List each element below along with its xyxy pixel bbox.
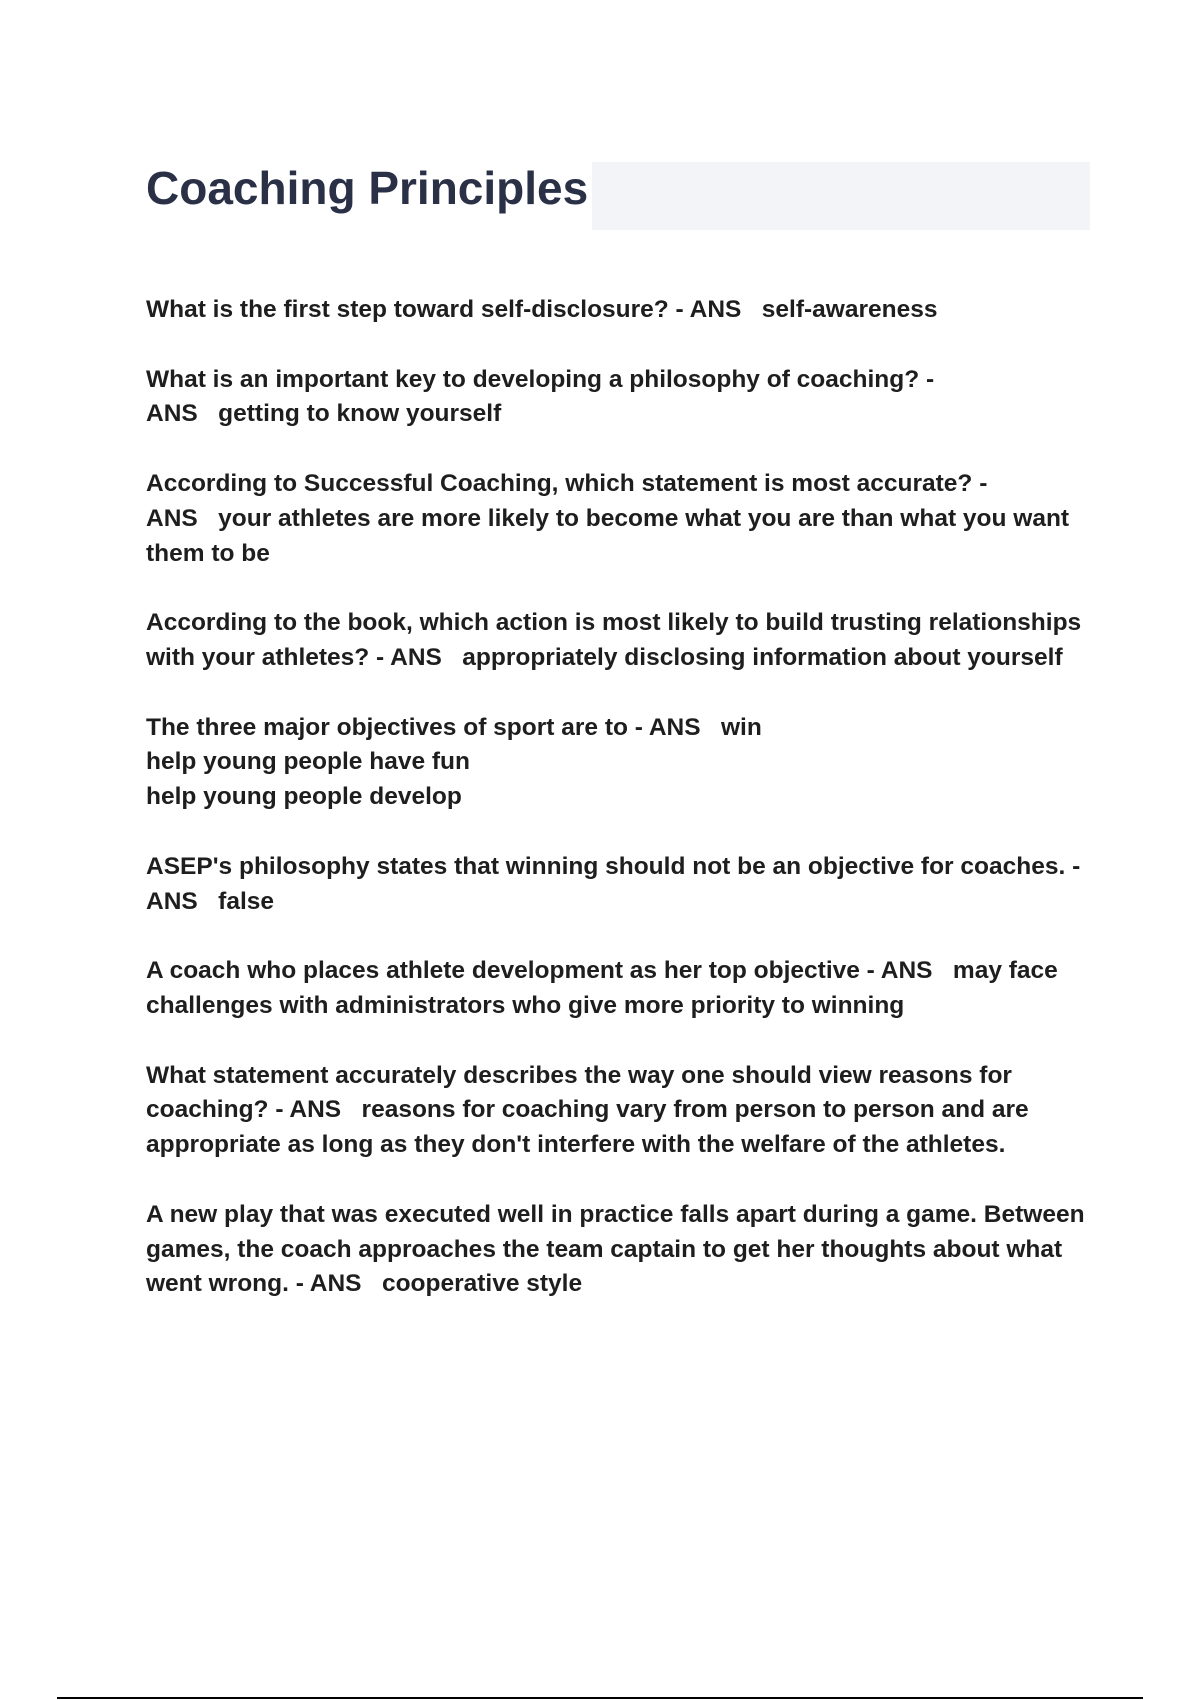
question-text: A coach who places athlete development as her top objective - <box>146 957 881 985</box>
question-text: What is an important key to developing a philosophy of coaching? - <box>146 365 941 393</box>
qa-item <box>146 467 1086 571</box>
answer-marker: ANS <box>146 504 198 532</box>
answer-text: appropriately disclosing information about yourself <box>462 643 1063 671</box>
question-text: The three major objectives of sport are to - <box>146 713 649 741</box>
answer-marker: ANS <box>880 957 933 985</box>
question-text: According to the book, which action is most likely to build trusting relationships with your athletes? - <box>146 609 1088 671</box>
answer-marker: ANS <box>146 400 198 428</box>
answer-marker: ANS <box>309 1270 362 1298</box>
qa-item <box>146 954 1086 1024</box>
answer-text: cooperative style <box>381 1270 583 1298</box>
answer-marker: ANS <box>390 643 442 671</box>
qa-item <box>146 606 1086 676</box>
answer-marker: ANS <box>146 887 198 915</box>
qa-item <box>146 711 1086 815</box>
footer-divider <box>57 1697 1143 1699</box>
answer-text: your athletes are more likely to become what you are than what you want them to be <box>146 504 1076 567</box>
question-text: According to Successful Coaching, which statement is most accurate? - <box>146 469 994 497</box>
qa-item <box>146 293 1086 328</box>
answer-marker: ANS <box>289 1096 342 1124</box>
qa-list <box>146 293 1092 1337</box>
question-text: A new play that was executed well in practice falls apart during a game. Between games, the coach approaches the team captain to get her thoughts about what went wrong. - <box>146 1200 1092 1298</box>
answer-text: win help young people have fun help young people develop <box>146 713 762 811</box>
qa-item <box>146 1198 1092 1302</box>
question-text: What statement accurately describes the way one should view reasons for coaching? - <box>146 1061 1019 1124</box>
answer-text: may face challenges with administrators who give more priority to winning <box>146 957 1065 1019</box>
answer-text: getting to know yourself <box>218 400 502 428</box>
answer-text: reasons for coaching vary from person to person and are appropriate as long as they don't interfere with the welfare of the athletes. <box>146 1096 1036 1159</box>
qa-item <box>146 850 1086 920</box>
question-text: ASEP's philosophy states that winning should not be an objective for coaches. - <box>146 852 1087 880</box>
qa-item <box>146 1059 1086 1163</box>
answer-text: false <box>218 887 274 915</box>
answer-marker: ANS <box>689 296 742 323</box>
page-title: Coaching Principles <box>146 162 589 214</box>
answer-marker: ANS <box>648 713 701 741</box>
question-text: What is the first step toward self-disclosure? - <box>146 296 690 323</box>
qa-item <box>146 363 1086 433</box>
answer-text: self-awareness <box>761 296 938 323</box>
